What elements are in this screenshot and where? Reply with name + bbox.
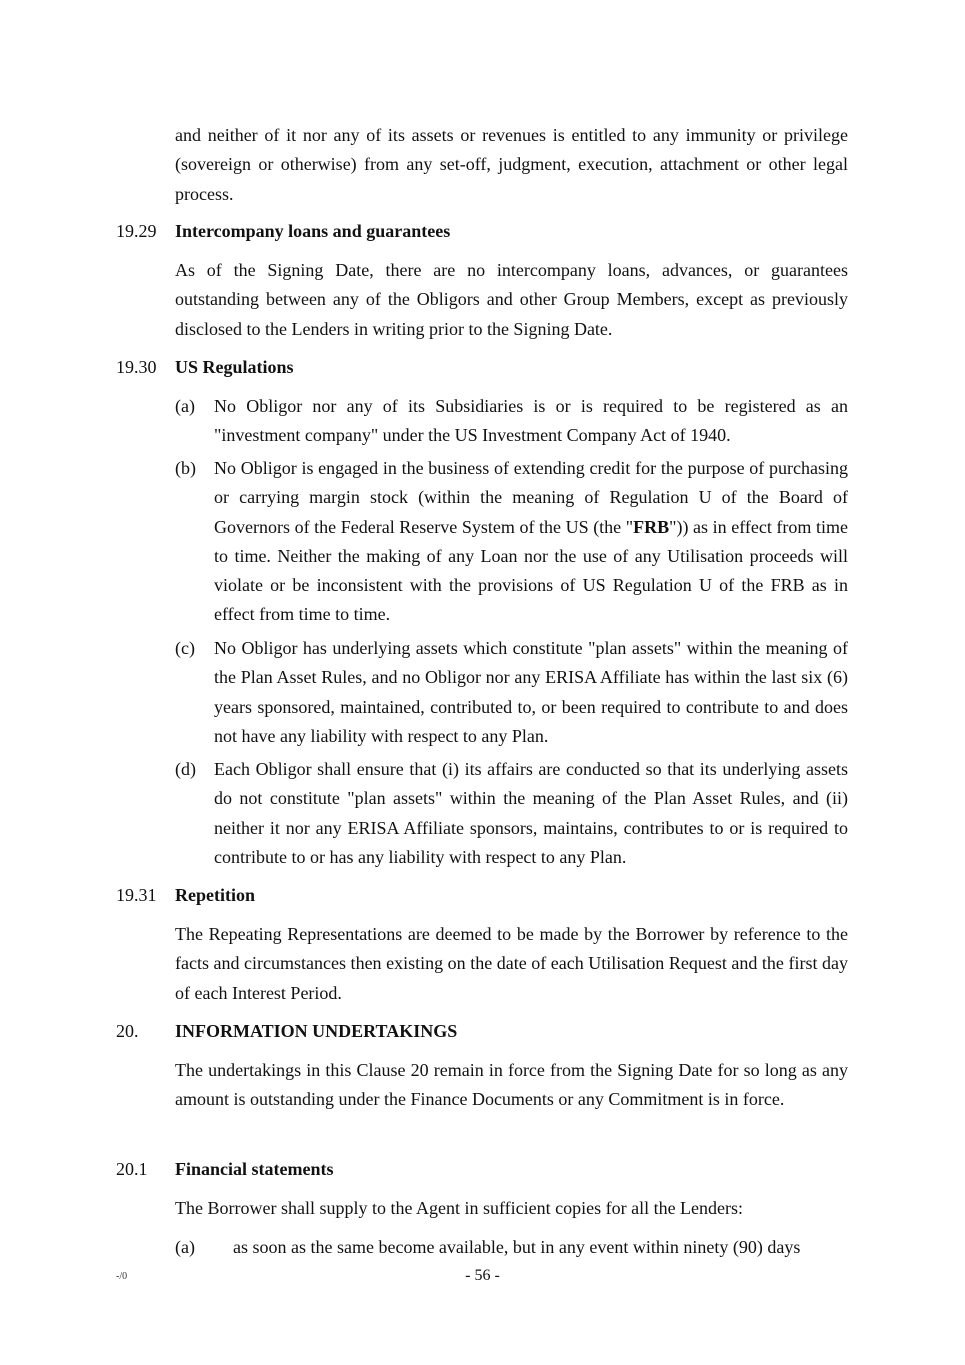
list-item-d [175, 755, 848, 872]
list-label: (a) [175, 396, 195, 416]
section-number: 19.29 [116, 221, 157, 241]
list-text [214, 454, 848, 630]
page-number: - 56 - [465, 1267, 500, 1284]
list-label: (b) [175, 458, 196, 478]
list-item-a [175, 392, 848, 451]
list-text: No Obligor has underlying assets which constitute "plan assets" within the meaning of the Plan Asset Rules, and no Obligor nor any ERISA Affiliate has within the last six (6) years sponsored, maintained, contributed to, or been required to contribute to and does not have any liability with respect to any Plan. [214, 638, 848, 746]
list-text: as soon as the same become available, but in any event within ninety (90) days [233, 1237, 801, 1257]
defined-term: FRB [633, 516, 670, 537]
section-20-1-body: The Borrower shall supply to the Agent in sufficient copies for all the Lenders: [175, 1198, 744, 1218]
list-item-c [175, 634, 848, 751]
section-number: 20.1 [116, 1159, 148, 1179]
section-title: Intercompany loans and guarantees [175, 221, 451, 241]
section-19-29-body: As of the Signing Date, there are no intercompany loans, advances, or guarantees outstanding between any of the Obligors and other Group Members, except as previously disclosed to the Lenders in writing prior to the Signing Date. [175, 260, 848, 339]
list-label: (d) [175, 759, 196, 779]
section-heading-19-30 [116, 355, 294, 379]
list-item-20-1-a [175, 1233, 848, 1262]
list-text: No Obligor nor any of its Subsidiaries is or is required to be registered as an "investment company" under the US Investment Company Act of 1940. [214, 396, 848, 446]
section-number: 20. [116, 1021, 139, 1041]
section-title: INFORMATION UNDERTAKINGS [175, 1021, 458, 1041]
list-text: Each Obligor shall ensure that (i) its affairs are conducted so that its underlying assets do not constitute "plan assets" within the meaning of the Plan Asset Rules, and (ii) neither it nor any ERISA Affiliate sponsors, maintains, contributes to or is required to contribute to or has any liability with respect to any Plan. [214, 759, 848, 867]
list-label: (a) [175, 1237, 195, 1257]
list-item-b [175, 454, 848, 630]
section-number: 19.31 [116, 885, 157, 905]
section-heading-20-1 [116, 1157, 333, 1181]
section-heading-19-29 [116, 219, 450, 243]
section-number: 19.30 [116, 357, 157, 377]
section-heading-19-31 [116, 883, 255, 907]
section-title: US Regulations [175, 357, 294, 377]
section-title: Financial statements [175, 1159, 334, 1179]
section-20-body: The undertakings in this Clause 20 remain in force from the Signing Date for so long as any amount is outstanding under the Finance Documents or any Commitment is in force. [175, 1060, 848, 1110]
section-heading-20 [116, 1019, 457, 1043]
list-label: (c) [175, 638, 195, 658]
section-title: Repetition [175, 885, 255, 905]
intro-paragraph: and neither of it nor any of its assets or revenues is entitled to any immunity or privilege (sovereign or otherwise) from any set-off, judgment, execution, attachment or other legal process. [175, 125, 848, 204]
document-code: -/0 [116, 1271, 128, 1282]
section-19-31-body: The Repeating Representations are deemed to be made by the Borrower by reference to the facts and circumstances then existing on the date of each Utilisation Request and the first day of each Interest Period. [175, 924, 848, 1003]
list-text-part: No Obligor is engaged in the business of extending credit for the purpose of purchasing or carrying margin stock (within the meaning of Regulation U of the Board of Governors of the Federal Reserve System of the US (the " [214, 458, 848, 537]
list-text-part: ")) as in effect from time to time. Neither the making of any Loan nor the use of any Utilisation proceeds will violate or be inconsistent with the provisions of US Regulation U of the FRB as in effect from time to time. [214, 516, 849, 625]
